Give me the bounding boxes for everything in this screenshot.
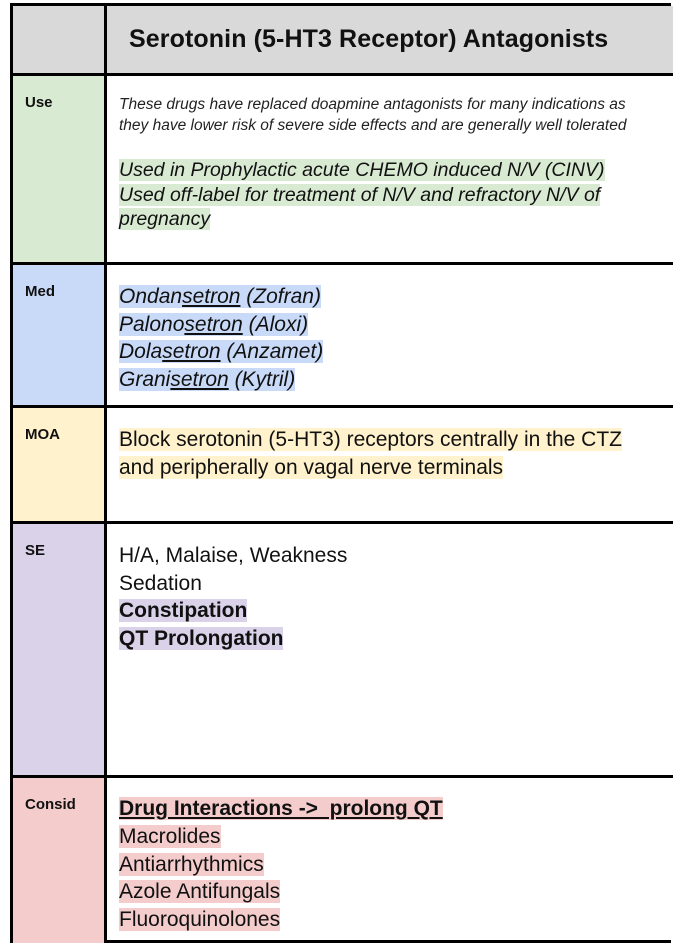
med-item xyxy=(119,311,673,339)
consid-item-text: Antiarrhythmics xyxy=(119,852,264,876)
use-content xyxy=(107,76,673,262)
med-prefix: Dola xyxy=(119,340,163,363)
med-prefix: Palono xyxy=(119,312,185,336)
med-content xyxy=(107,265,673,405)
consid-item-text: Azole Antifungals xyxy=(119,880,281,904)
use-line-1: Used in Prophylactic acute CHEMO induced N/V (CINV) xyxy=(119,159,605,181)
consid-item xyxy=(119,851,673,879)
med-row xyxy=(13,265,673,405)
use-list xyxy=(119,158,649,232)
consid-content xyxy=(107,778,673,943)
med-brand: (Zofran) xyxy=(240,285,321,308)
med-brand: (Anzamet) xyxy=(220,340,324,363)
se-item: Sedation xyxy=(119,571,202,595)
consid-label: Consid xyxy=(13,778,107,943)
moa-text-highlight: Block serotonin (5-HT3) receptors centrally in the CTZ and peripherally on vagal nerve terminals xyxy=(119,428,623,479)
se-item-bold xyxy=(119,625,673,653)
med-label: Med xyxy=(13,265,107,405)
se-item-bold xyxy=(119,597,673,625)
moa-content xyxy=(107,408,673,521)
consid-item-text: Fluoroquinolones xyxy=(119,908,281,932)
se-item: H/A, Malaise, Weakness xyxy=(119,544,348,567)
med-item xyxy=(119,283,673,311)
se-row xyxy=(13,524,673,775)
se-list xyxy=(119,542,673,652)
consid-heading xyxy=(119,795,673,823)
se-constipation: Constipation xyxy=(119,599,248,622)
med-prefix: Ondan xyxy=(119,285,183,308)
use-line-2: Used off-label for treatment of N/V and refractory N/V of pregnancy xyxy=(119,183,601,230)
header-label-cell xyxy=(13,6,107,73)
se-label: SE xyxy=(13,524,107,775)
consid-item xyxy=(119,906,673,934)
med-brand: (Aloxi) xyxy=(242,312,309,336)
header-row xyxy=(13,6,673,73)
med-brand: (Kytril) xyxy=(228,367,296,391)
drug-table xyxy=(10,3,671,943)
se-content xyxy=(107,524,673,775)
med-item xyxy=(119,366,673,394)
se-qt-prolongation: QT Prolongation xyxy=(119,626,284,650)
med-stem: setron xyxy=(162,340,221,363)
consid-item xyxy=(119,878,673,906)
moa-label: MOA xyxy=(13,408,107,521)
consid-item xyxy=(119,823,673,851)
med-stem: setron xyxy=(170,367,229,391)
med-list xyxy=(119,283,673,393)
med-stem: setron xyxy=(184,312,243,336)
moa-text xyxy=(119,426,649,481)
use-label: Use xyxy=(13,76,107,262)
table-title: Serotonin (5-HT3 Receptor) Antagonists xyxy=(107,6,673,73)
med-item xyxy=(119,338,673,366)
consid-row xyxy=(13,778,673,943)
consid-list xyxy=(119,795,673,934)
consid-heading-text: Drug Interactions -> prolong QT xyxy=(119,797,443,820)
use-row xyxy=(13,76,673,262)
use-intro-text: These drugs have replaced doapmine antagonists for many indications as they have lower risk of severe side effects and are generally well tolerated xyxy=(119,96,627,134)
med-prefix: Grani xyxy=(119,367,171,391)
consid-item-text: Macrolides xyxy=(119,824,221,848)
moa-row xyxy=(13,408,673,521)
med-stem: setron xyxy=(182,285,241,308)
